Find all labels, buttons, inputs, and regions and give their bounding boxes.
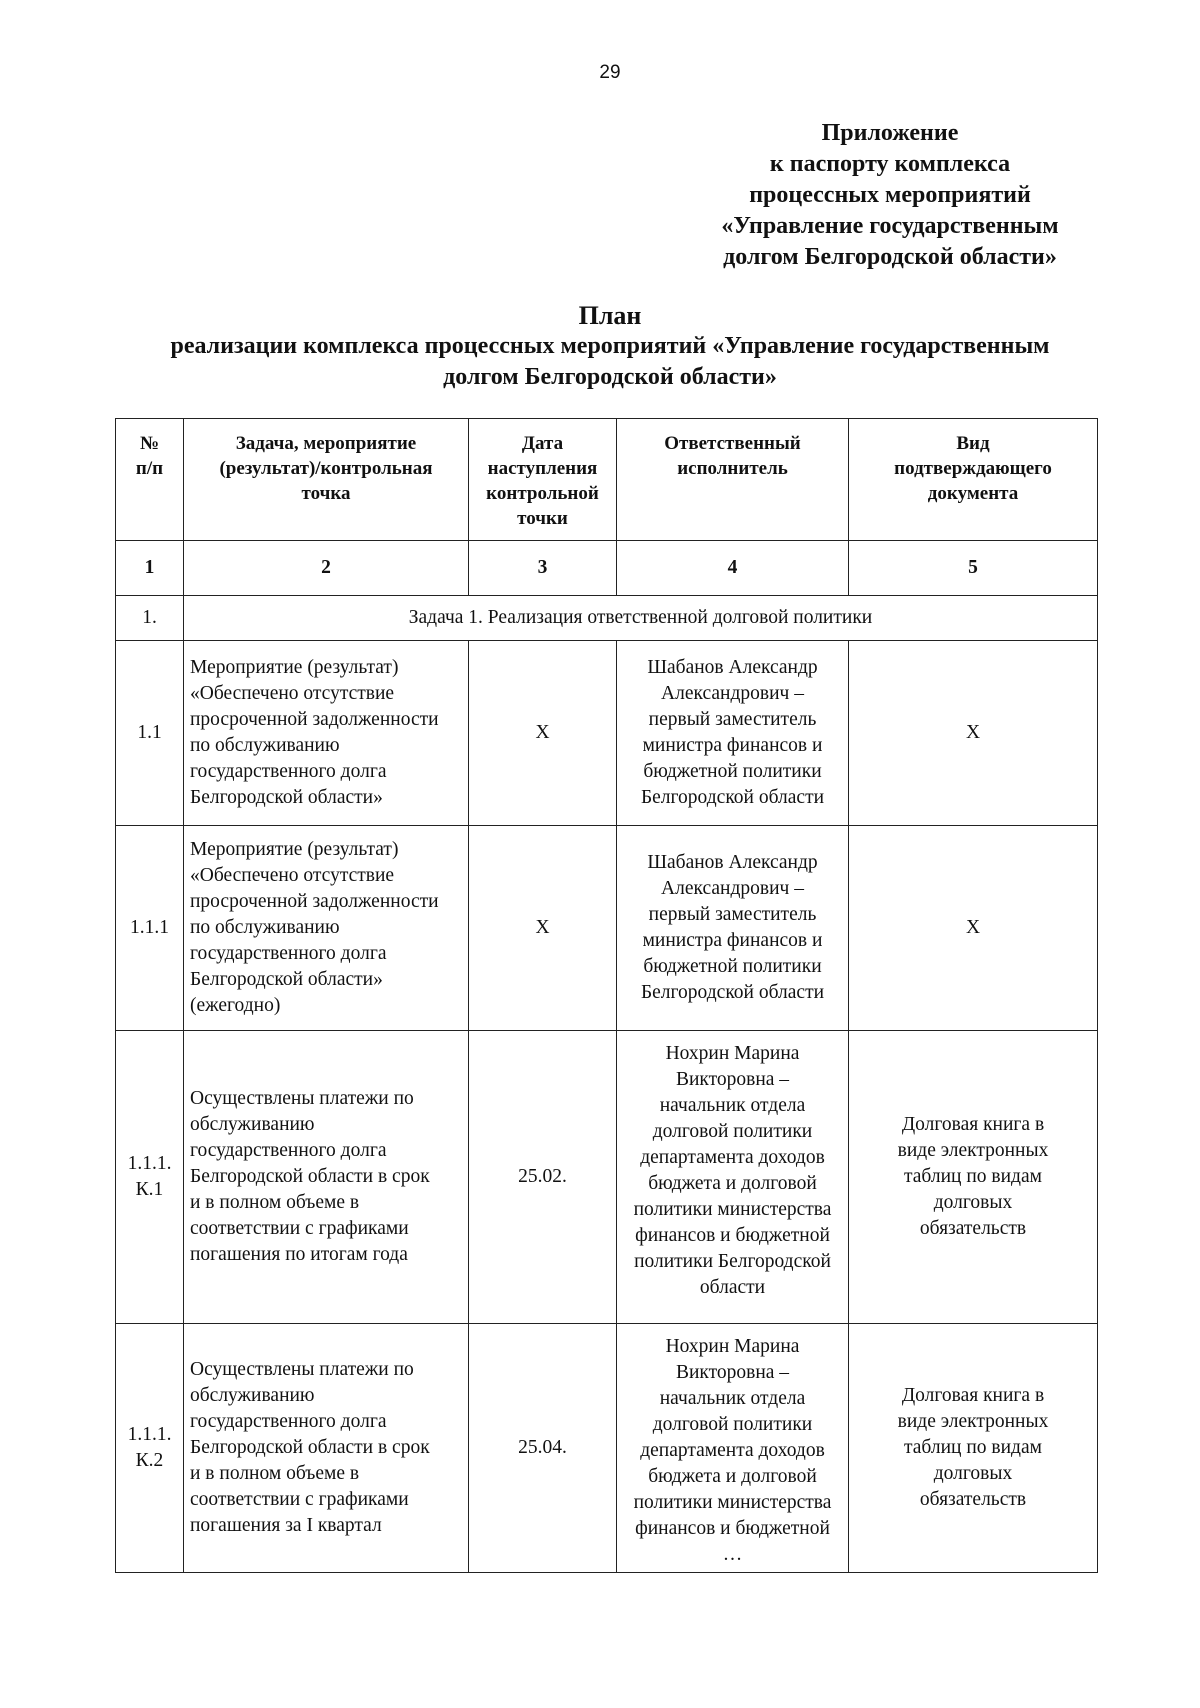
appendix-line: долгом Белгородской области»	[723, 244, 1057, 270]
appendix-line: к паспорту комплекса	[769, 151, 1011, 177]
row-task: Мероприятие (результат) «Обеспечено отсутствие просроченной задолженности по обслуживанию государственного долга Белгородской области» (ежегодно)	[184, 826, 469, 1031]
row-number: 1.1.1	[116, 826, 184, 1031]
appendix-line: Приложение	[821, 120, 959, 146]
appendix-line: процессных мероприятий	[749, 182, 1031, 208]
column-numbers-row	[116, 541, 1098, 596]
row-responsible: Шабанов Александр Александрович – первый заместитель министра финансов и бюджетной политики Белгородской области	[617, 826, 849, 1031]
row-date: Х	[469, 641, 617, 826]
row-task: Осуществлены платежи по обслуживанию государственного долга Белгородской области в срок и в полном объеме в соответствии с графиками погашения по итогам года	[184, 1031, 469, 1324]
plan-title-word: План	[578, 301, 642, 330]
page-number: 29	[599, 62, 621, 83]
row-responsible: Шабанов Александр Александрович – первый заместитель министра финансов и бюджетной политики Белгородской области	[617, 641, 849, 826]
row-number: 1.1	[116, 641, 184, 826]
row-document: Х	[849, 826, 1098, 1031]
row-document: Долговая книга в виде электронных таблиц по видам долговых обязательств	[849, 1031, 1098, 1324]
row-date: 25.04.	[469, 1324, 617, 1573]
column-number: 2	[184, 541, 469, 596]
table-row	[116, 826, 1098, 1031]
header-no: № п/п	[116, 419, 184, 541]
column-number: 5	[849, 541, 1098, 596]
row-number: 1.1.1. К.2	[116, 1324, 184, 1573]
task-text: Задача 1. Реализация ответственной долговой политики	[184, 596, 1098, 641]
plan-title	[170, 300, 1050, 393]
table-row	[116, 641, 1098, 826]
table-row	[116, 1324, 1098, 1573]
row-responsible: Нохрин Марина Викторовна – начальник отдела долговой политики департамента доходов бюджета и долговой политики министерства финансов и бюджетной …	[617, 1324, 849, 1573]
column-number: 1	[116, 541, 184, 596]
task-row	[116, 596, 1098, 641]
appendix-heading	[690, 118, 1090, 273]
row-number: 1.1.1. К.1	[116, 1031, 184, 1324]
column-number: 4	[617, 541, 849, 596]
row-date: Х	[469, 826, 617, 1031]
row-task: Мероприятие (результат) «Обеспечено отсутствие просроченной задолженности по обслуживанию государственного долга Белгородской области»	[184, 641, 469, 826]
appendix-line: «Управление государственным	[721, 213, 1059, 239]
header-document: Вид подтверждающего документа	[849, 419, 1098, 541]
plan-table	[115, 418, 1098, 1573]
task-number: 1.	[116, 596, 184, 641]
table-header-row	[116, 419, 1098, 541]
row-task: Осуществлены платежи по обслуживанию государственного долга Белгородской области в срок и в полном объеме в соответствии с графиками погашения за I квартал	[184, 1324, 469, 1573]
column-number: 3	[469, 541, 617, 596]
header-task: Задача, мероприятие (результат)/контрольная точка	[184, 419, 469, 541]
row-responsible: Нохрин Марина Викторовна – начальник отдела долговой политики департамента доходов бюджета и долговой политики министерства финансов и бюджетной политики Белгородской области	[617, 1031, 849, 1324]
row-date: 25.02.	[469, 1031, 617, 1324]
plan-subtitle: реализации комплекса процессных мероприятий «Управление государственным долгом Белгородской области»	[170, 333, 1050, 390]
header-date: Дата наступления контрольной точки	[469, 419, 617, 541]
row-document: Х	[849, 641, 1098, 826]
table-row	[116, 1031, 1098, 1324]
row-document: Долговая книга в виде электронных таблиц по видам долговых обязательств	[849, 1324, 1098, 1573]
header-responsible: Ответственный исполнитель	[617, 419, 849, 541]
